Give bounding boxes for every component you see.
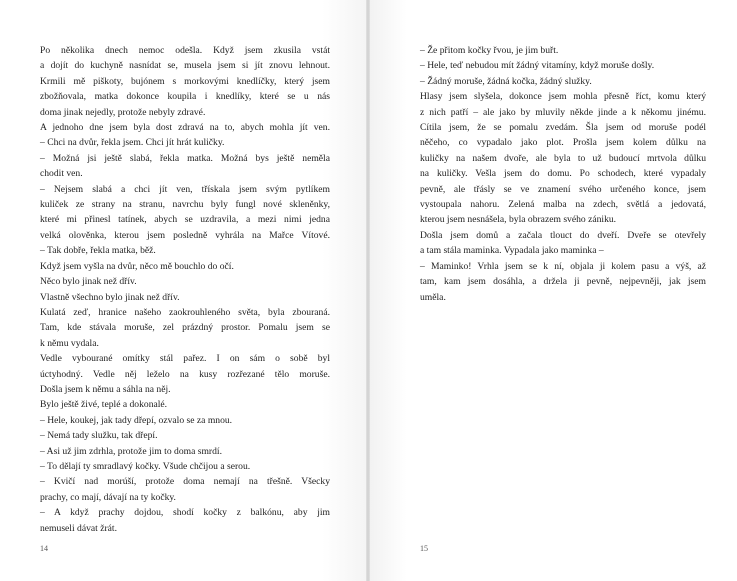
text-line: Krmili mě piškoty, bujónem s morkovými knedlíčky, který jsem — [40, 75, 330, 87]
text-line: pevně, ale třásly se ve znamení svého určeného konce, jsem — [420, 183, 706, 195]
left-page-text — [40, 43, 330, 536]
text-line: – Možná jsi ještě slabá, řekla matka. Možná bys ještě neměla — [40, 152, 330, 164]
text-line: Vedle vybourané omítky stál pařez. I on sám o sobě byl — [40, 353, 330, 365]
text-line: z nich patří – ale jako by mluvily někde jinde a k někomu jinému. — [420, 106, 706, 118]
text-line: – Nemá tady služku, tak dřepí. — [40, 430, 158, 442]
text-line: a tam stála maminka. Vypadala jako maminka – — [420, 245, 604, 257]
text-line: Bylo ještě živé, teplé a dokonalé. — [40, 399, 168, 411]
text-line: – Žádný moruše, žádná kočka, žádný služky. — [420, 75, 592, 87]
text-line: a dojít do kuchyně nasnídat se, musela jsem si jít znovu lehnout. — [40, 60, 330, 72]
text-line: úctyhodný. Vedle něj leželo na kusy rozřezané tělo moruše. — [40, 368, 330, 380]
text-line: Došla jsem k němu a sáhla na něj. — [40, 383, 171, 395]
text-line: Cítila jsem, že se pomalu zvedám. Šla jsem od moruše podél — [420, 122, 706, 134]
text-line: Kulatá zeď, hranice našeho zaokrouhleného světa, byla zbouraná. — [40, 306, 330, 318]
right-page — [370, 0, 737, 581]
text-line: – To dělají ty smradlavý kočky. Všude chčijou a serou. — [40, 460, 251, 472]
text-line: něčeho, co vypadalo jako plot. Prošla jsem kolem důlku na — [420, 137, 706, 149]
text-line: – Nejsem slabá a chci jít ven, třískala jsem svým pytlíkem — [40, 183, 330, 195]
text-line: – Asi už jim zdrhla, protože jim to doma smrdí. — [40, 445, 222, 457]
text-line: – Chci na dvůr, řekla jsem. Chci jít hrát kuličky. — [40, 137, 225, 149]
text-line: Tam, kde stávala moruše, zel prázdný prostor. Pomalu jsem se — [40, 322, 330, 334]
text-line: Po několika dnech nemoc odešla. Když jsem zkusila vstát — [40, 45, 330, 56]
text-line: Něco bylo jinak než dřív. — [40, 276, 137, 288]
text-line: – Hele, koukej, jak tady dřepí, ozvalo se za mnou. — [40, 414, 233, 426]
text-line: Hlasy jsem slyšela, dokonce jsem mohla přesně říct, komu který — [420, 91, 706, 103]
right-page-number: 15 — [420, 544, 428, 553]
text-line: – A když prachy dojdou, shodí kočky z balkónu, aby jim — [40, 507, 330, 519]
text-line: zbožňovala, matka dokonce koupila i knedlíky, které se u nás — [40, 91, 330, 103]
text-line: vystoupala nahoru. Zelená malba na zdech, světlá a jedovatá, — [420, 199, 706, 211]
text-line: A jednoho dne jsem byla dost zdravá na to, abych mohla jít ven. — [40, 122, 330, 134]
text-line: Když jsem vyšla na dvůr, něco mě bouchlo do očí. — [40, 260, 234, 272]
left-page — [0, 0, 366, 581]
text-line: prachy, co mají, dávají na ty kočky. — [40, 491, 176, 503]
text-line: kuličky na našem dvoře, ale byla to už budoucí mrtvola důlku — [420, 152, 706, 164]
text-line: – Tak dobře, řekla matka, běž. — [40, 245, 156, 257]
text-line: Vlastně všechno bylo jinak než dřív. — [40, 291, 180, 303]
text-line: tam, kam jsem dosáhla, a držela ji pevně, nejpevněji, jak jsem — [420, 276, 706, 288]
text-line: kterou jsem nesnášela, byla obrazem svého zániku. — [420, 214, 617, 226]
text-line: – Hele, teď nebudou mít žádný vitamíny, když moruše došly. — [420, 60, 655, 72]
right-page-text — [420, 43, 706, 305]
left-page-number: 14 — [40, 544, 48, 553]
text-line: uměla. — [420, 291, 446, 303]
text-line: Došla jsem domů a začala tlouct do dveří. Dveře se otevřely — [420, 229, 706, 241]
text-line: k němu vydala. — [40, 337, 99, 349]
text-line: – Maminko! Vrhla jsem se k ní, objala ji kolem pasu a výš, až — [420, 260, 706, 272]
text-line: velká olověnka, kterou jsem posledně vyhrála na Mařce Vítové. — [40, 229, 330, 241]
text-line: chodit ven. — [40, 168, 83, 180]
text-line: kuliček ze strany na stranu, navrchu byly fungl nové skleněnky, — [40, 199, 330, 211]
text-line: doma jinak nejedly, protože nebyly zdravé. — [40, 106, 206, 118]
text-line: které mi přinesl tatínek, abych se uzdravila, a mezi nimi jedna — [40, 214, 330, 226]
text-line: – Že přitom kočky řvou, je jim buřt. — [420, 45, 559, 56]
text-line: nemuseli dávat žrát. — [40, 522, 117, 534]
text-line: – Kvičí nad morúší, protože doma nemají na třešně. Všecky — [40, 476, 330, 488]
text-line: na kuličky. Vešla jsem do domu. Po schodech, které vypadaly — [420, 168, 706, 180]
